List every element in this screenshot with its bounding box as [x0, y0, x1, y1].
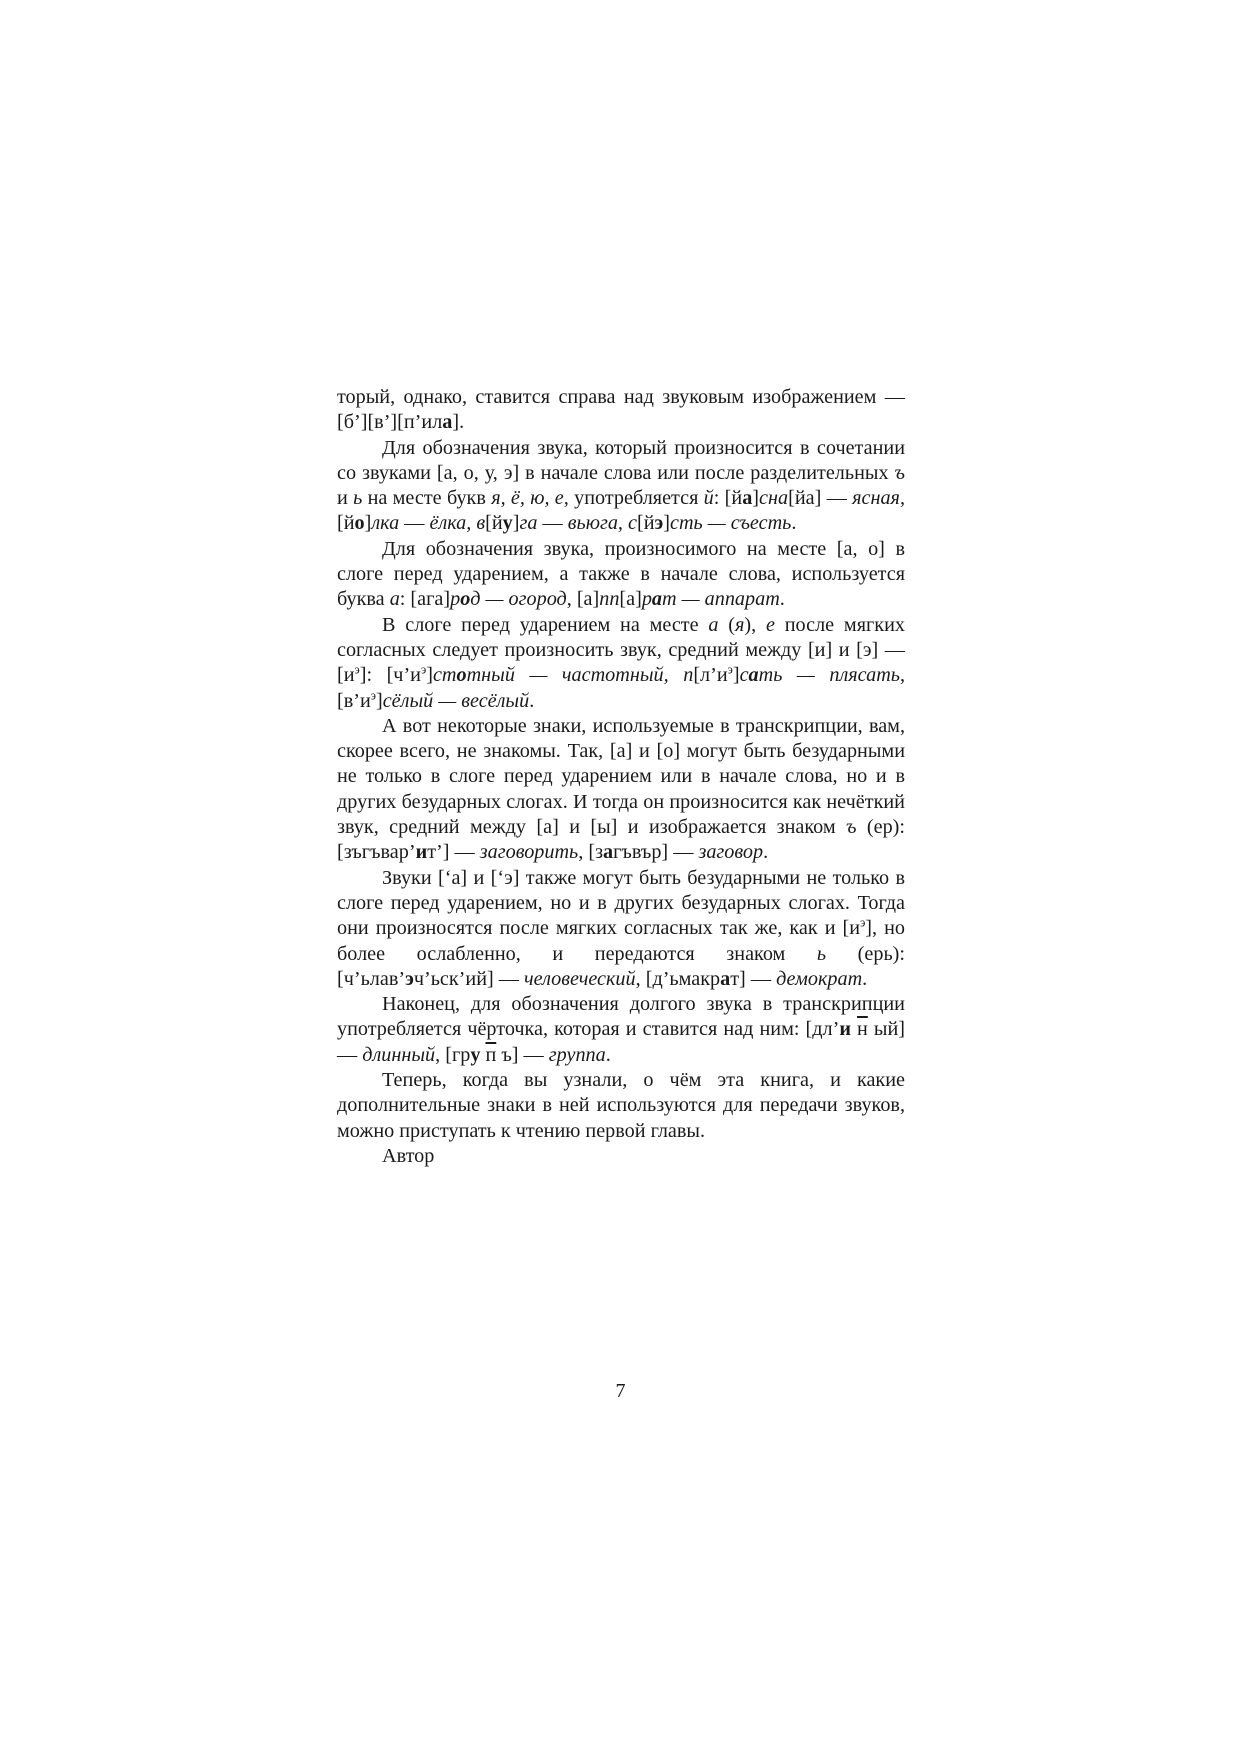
- text-run: , [гр: [435, 1043, 471, 1066]
- text-run: я, ё, ю, е,: [491, 487, 569, 510]
- text-run: : [й: [713, 487, 743, 510]
- text-run: ть — плясать: [758, 664, 900, 687]
- text-run: .: [779, 588, 785, 611]
- text-run: а: [603, 841, 614, 864]
- text-run: а: [651, 588, 663, 611]
- text-run: А вот некоторые знаки, используемые в транскрипции, вам, скорее всего, не знакомы. Так, [а] и [о] могут быть безударными не только в слоге перед ударением или в начале слова, но и в других безударных слогах. И тогда он произносится как нечёткий звук, средний между [а] и [ы] и изображается знаком: [337, 714, 905, 839]
- text-run: ъ: [894, 461, 905, 484]
- text-run: ь: [816, 942, 827, 965]
- text-run: [йа] —: [788, 487, 853, 510]
- text-run: е: [765, 613, 775, 636]
- text-run: Для обозначения звука, который произносится в сочетании со звуками [а, о, у, э] в начале слова или после разделительных: [337, 436, 905, 484]
- paragraph: [337, 714, 905, 866]
- text-run: ),: [744, 613, 766, 636]
- text-run: э: [354, 662, 360, 677]
- text-run: группа: [548, 1043, 606, 1066]
- body-text: [337, 385, 905, 1169]
- text-run: э: [405, 967, 414, 990]
- text-run: а: [742, 487, 753, 510]
- text-run: у: [502, 512, 513, 535]
- text-run: ясная,: [852, 487, 905, 510]
- text-run: сть — съесть: [669, 512, 792, 535]
- text-run: (ерь): [ч’ьлав’: [337, 942, 905, 990]
- text-run: Звуки [‘а] и [‘э] также могут быть безударными не только в слоге перед ударением, но и в других безударных слогах. Тогда они произносятся после мягких согласных так же, как и [и: [337, 866, 905, 940]
- text-run: .: [605, 1043, 611, 1066]
- text-run: ]: [752, 487, 760, 510]
- text-run: сна: [759, 487, 789, 510]
- text-run: в: [476, 512, 486, 535]
- text-run: , [в’и: [337, 664, 906, 712]
- text-run: а: [389, 588, 400, 611]
- paragraph: [337, 613, 905, 714]
- text-run: лка: [371, 512, 400, 535]
- text-run: э: [654, 512, 664, 535]
- text-run: ст: [432, 664, 457, 687]
- text-run: сёлый — весёлый: [382, 689, 530, 712]
- text-run: ]: [426, 664, 433, 687]
- text-run: п: [485, 1043, 497, 1066]
- text-run: я: [735, 613, 745, 636]
- text-run: а: [748, 664, 759, 687]
- text-run: пп: [599, 588, 620, 611]
- text-run: .: [862, 967, 868, 990]
- text-run: [й: [636, 512, 655, 535]
- text-run: р: [641, 588, 652, 611]
- text-run: т’] —: [427, 841, 480, 864]
- text-run: длинный: [362, 1043, 436, 1066]
- text-run: ]: [ч’и: [359, 664, 421, 687]
- text-run: о: [456, 664, 467, 687]
- text-run: т — аппарат: [662, 588, 780, 611]
- text-run: вьюга,: [567, 512, 623, 535]
- text-run: а: [720, 967, 731, 990]
- text-run: тный — частотный, п: [466, 664, 694, 687]
- text-run: й: [703, 487, 714, 510]
- text-run: [й: [337, 512, 355, 535]
- text-run: э: [421, 662, 427, 677]
- text-run: ъ] —: [496, 1043, 549, 1066]
- text-run: о: [460, 588, 471, 611]
- text-run: а: [708, 613, 719, 636]
- text-run: человеческий: [524, 967, 636, 990]
- text-run: .: [529, 689, 535, 712]
- text-run: ёлка,: [429, 512, 472, 535]
- text-run: э: [860, 915, 866, 930]
- text-run: и: [415, 841, 428, 864]
- paragraph: [337, 1068, 905, 1144]
- paragraph: [337, 436, 905, 537]
- text-run: [й: [485, 512, 503, 535]
- text-run: и: [337, 487, 354, 510]
- text-run: демократ: [776, 967, 863, 990]
- text-run: ъ: [846, 816, 857, 839]
- text-run: [а]: [619, 588, 642, 611]
- paragraph: [337, 385, 905, 436]
- text-run: заговор: [698, 841, 764, 864]
- text-run: (: [718, 613, 735, 636]
- text-run: ]: [375, 689, 383, 712]
- page-number: 7: [615, 1380, 626, 1402]
- text-run: .: [763, 841, 769, 864]
- text-run: гъвър] —: [613, 841, 699, 864]
- text-run: —: [399, 512, 430, 535]
- text-run: с: [628, 512, 637, 535]
- text-run: ], но более ослабленно, и передаются знаком: [337, 917, 905, 965]
- text-run: , [а]: [566, 588, 600, 611]
- text-run: заговорить: [479, 841, 579, 864]
- text-run: В слоге перед ударением на месте: [382, 613, 709, 636]
- paragraph-list: [337, 385, 905, 1144]
- paragraph: [337, 866, 905, 992]
- text-run: ]: [512, 512, 520, 535]
- text-run: после мягких согласных следует произносить звук, средний между [и] и [э] — [и: [337, 613, 905, 687]
- text-run: у: [470, 1043, 481, 1066]
- paragraph: [337, 992, 905, 1068]
- signature: Автор: [382, 1144, 435, 1167]
- text-run: ч’ьск’ий] —: [413, 967, 525, 990]
- text-run: д — огород: [470, 588, 567, 611]
- text-run: : [ага]: [399, 588, 451, 611]
- text-run: н: [857, 1018, 868, 1041]
- text-run: , [д’ьмакр: [635, 967, 721, 990]
- text-run: Наконец, для обозначения долгого звука в транскрипции употребляется чёрточка, которая и ставится над ним: [дл’: [337, 993, 905, 1041]
- text-run: на месте букв: [362, 487, 492, 510]
- text-run: т] —: [730, 967, 777, 990]
- text-run: ]: [732, 664, 740, 687]
- text-run: —: [537, 512, 568, 535]
- text-run: Теперь, когда вы узнали, о чём эта книга, и какие дополнительные знаки в ней используются для передачи звуков, можно приступать к чтению первой главы.: [337, 1069, 905, 1142]
- text-run: э: [727, 662, 733, 677]
- text-run: а: [442, 411, 453, 434]
- text-run: торый, однако, ставится справа над звуковым изображением — [б’][в’][п’ил: [337, 386, 905, 434]
- paragraph: [337, 537, 905, 613]
- text-run: с: [739, 664, 749, 687]
- text-run: [л’и: [693, 664, 728, 687]
- text-run: .: [791, 512, 797, 535]
- text-run: э: [370, 687, 376, 702]
- text-run: га: [519, 512, 538, 535]
- text-run: ]: [364, 512, 372, 535]
- text-run: о: [354, 512, 365, 535]
- text-run: Для обозначения звука, произносимого на месте [а, о] в слоге перед ударением, а также в начале слова, используется буква: [337, 537, 905, 611]
- text-run: и: [839, 1018, 851, 1041]
- text-run: употребляется: [568, 487, 704, 510]
- text-run: ]: [663, 512, 670, 535]
- text-run: ый] —: [337, 1018, 906, 1066]
- text-run: ].: [452, 411, 465, 434]
- text-run: ь: [353, 487, 363, 510]
- text-run: (ер): [зъгъвар’: [337, 816, 905, 864]
- text-run: , [з: [578, 841, 604, 864]
- text-run: р: [450, 588, 461, 611]
